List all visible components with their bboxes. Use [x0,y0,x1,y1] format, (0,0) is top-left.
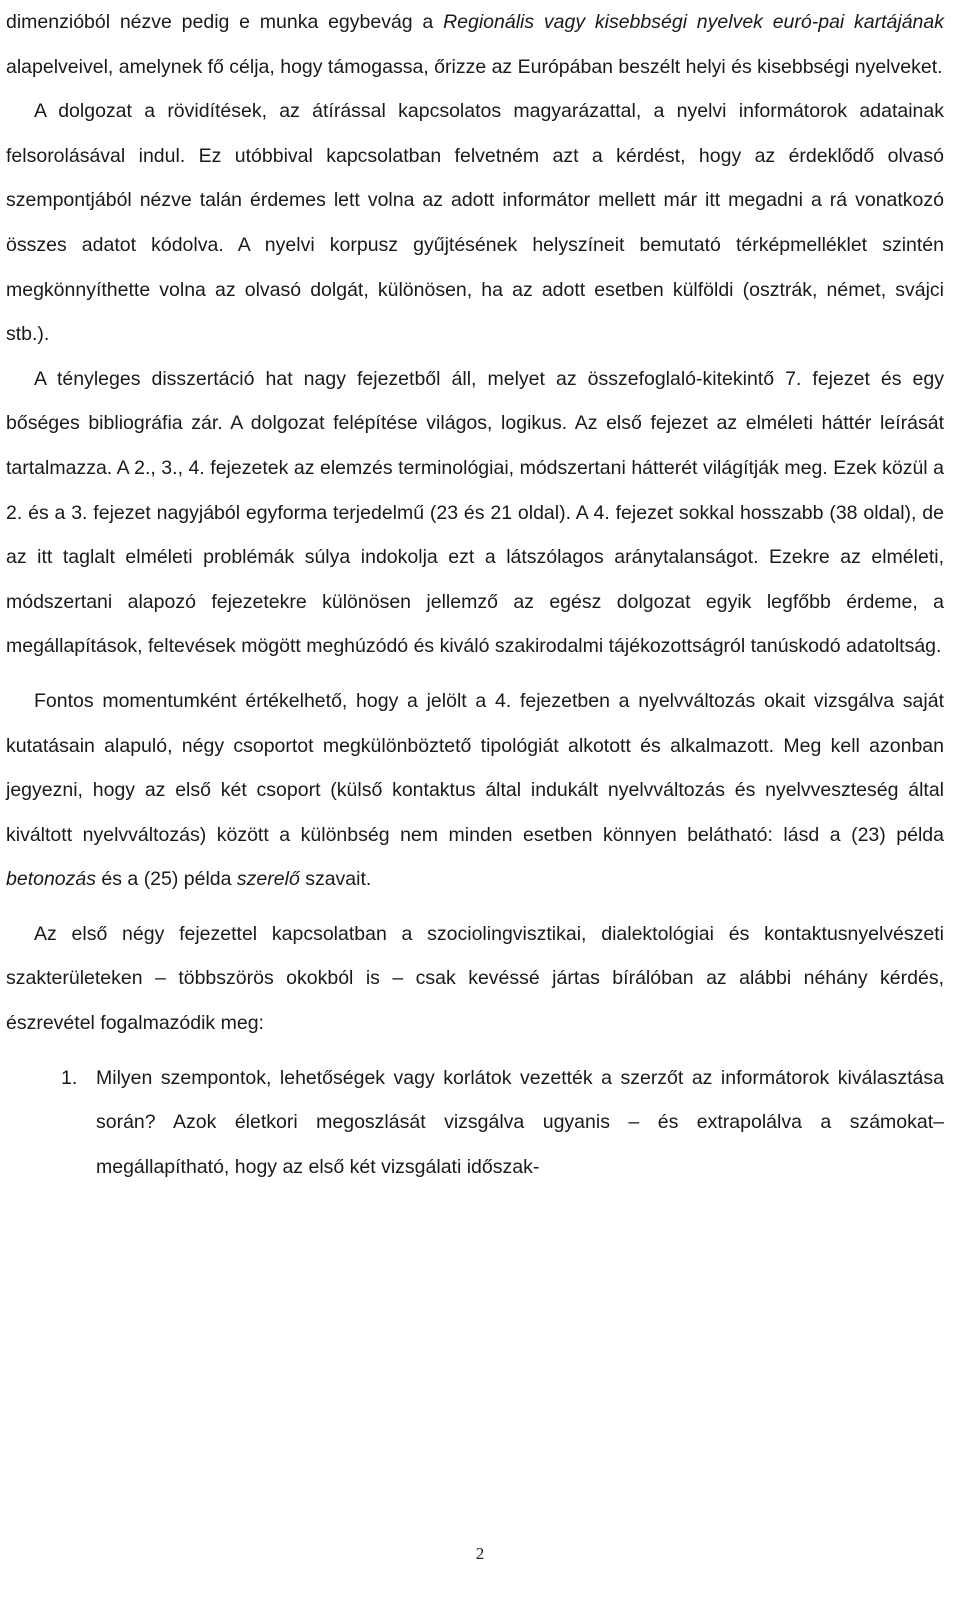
list-item-number: 1. [61,1066,78,1089]
text-run: és a (25) példa [96,868,237,891]
text-run: alapelveivel, amelynek fő célja, hogy támogassa, őrizze az Európában beszélt helyi és kisebbségi nyelveket. [6,55,943,78]
text-run: A tényleges disszertáció hat nagy fejezetből áll, melyet az összefoglaló-kitekintő 7. fejezet és egy bőséges bibliográfia zár. A dolgozat felépítése világos, logikus. Az első fejezet az elméleti háttér leírását tartalmazza. A 2., 3., 4. fejezetek az elemzés terminológiai, módszertani hátterét világítják meg. Ezek közül a 2. és a 3. fejezet nagyjából egyforma terjedelmű (23 és 21 oldal). A 4. fejezet sokkal hosszabb (38 oldal), de az itt taglalt elméleti problémák súlya indokolja ezt a látszólagos aránytalanságot. Ezekre az elméleti, módszertani alapozó fejezetekre különösen jellemző az egész dolgozat egyik legfőbb érdeme, a megállapítások, feltevések mögött meghúzódó és kiváló szakirodalmi tájékozottságról tanúskodó adatoltság. [6,367,944,658]
page-number: 2 [475,1544,485,1563]
text-run: Az első négy fejezettel kapcsolatban a szociolingvisztikai, dialektológiai és kontaktusnyelvészeti szakterületeken – többszörös okokból is – csak kevéssé jártas bírálóban az alábbi néhány kérdés, észrevétel fogalmazódik meg: [6,922,944,1035]
paragraph-continuation [6,0,944,89]
paragraph-introduction [6,89,944,357]
text-run: Fontos momentumként értékelhető, hogy a jelölt a 4. fejezetben a nyelvváltozás okait vizsgálva saját kutatásain alapuló, négy csoportot megkülönböztető tipológiát alkotott és alkalmazott. Meg kell azonban jegyezni, hogy az első két csoport (külső kontaktus által indukált nyelvváltozás és nyelvveszteség által kiváltott nyelvváltozás) között a különbség nem minden esetben könnyen belátható: lásd a (23) példa [6,689,944,846]
italic-example-word: betonozás [6,868,96,891]
paragraph-questions-intro [6,912,944,1046]
question-list [6,1056,944,1190]
italic-example-word: szerelő [236,868,300,891]
list-item-text: Milyen szempontok, lehetőségek vagy korlátok vezették a szerzőt az informátorok kiválasztása során? Azok életkori megoszlását vizsgálva ugyanis – és extrapolálva a számokat– megállapítható, hogy az első két vizsgálati időszak- [96,1066,944,1178]
paragraph-typology [6,679,944,902]
italic-title: Regionális vagy kisebbségi nyelvek euró-pai kartájának [443,11,944,33]
paragraph-structure [6,357,944,669]
text-run: A dolgozat a rövidítések, az átírással kapcsolatos magyarázattal, a nyelvi informátorok adatainak felsorolásával indul. Ez utóbbival kapcsolatban felvetném azt a kérdést, hogy az érdeklődő olvasó szempontjából nézve talán érdemes lett volna az adott informátor mellett már itt megadni a rá vonatkozó összes adatot kódolva. A nyelvi korpusz gyűjtésének helyszíneit bemutató térképmelléklet szintén megkönnyíthette volna az olvasó dolgát, különösen, ha az adott esetben külföldi (osztrák, német, svájci stb.). [6,100,944,346]
list-item [6,1056,944,1190]
text-run: dimenzióból nézve pedig e munka egybevág a [6,11,444,33]
text-run: szavait. [299,868,372,891]
